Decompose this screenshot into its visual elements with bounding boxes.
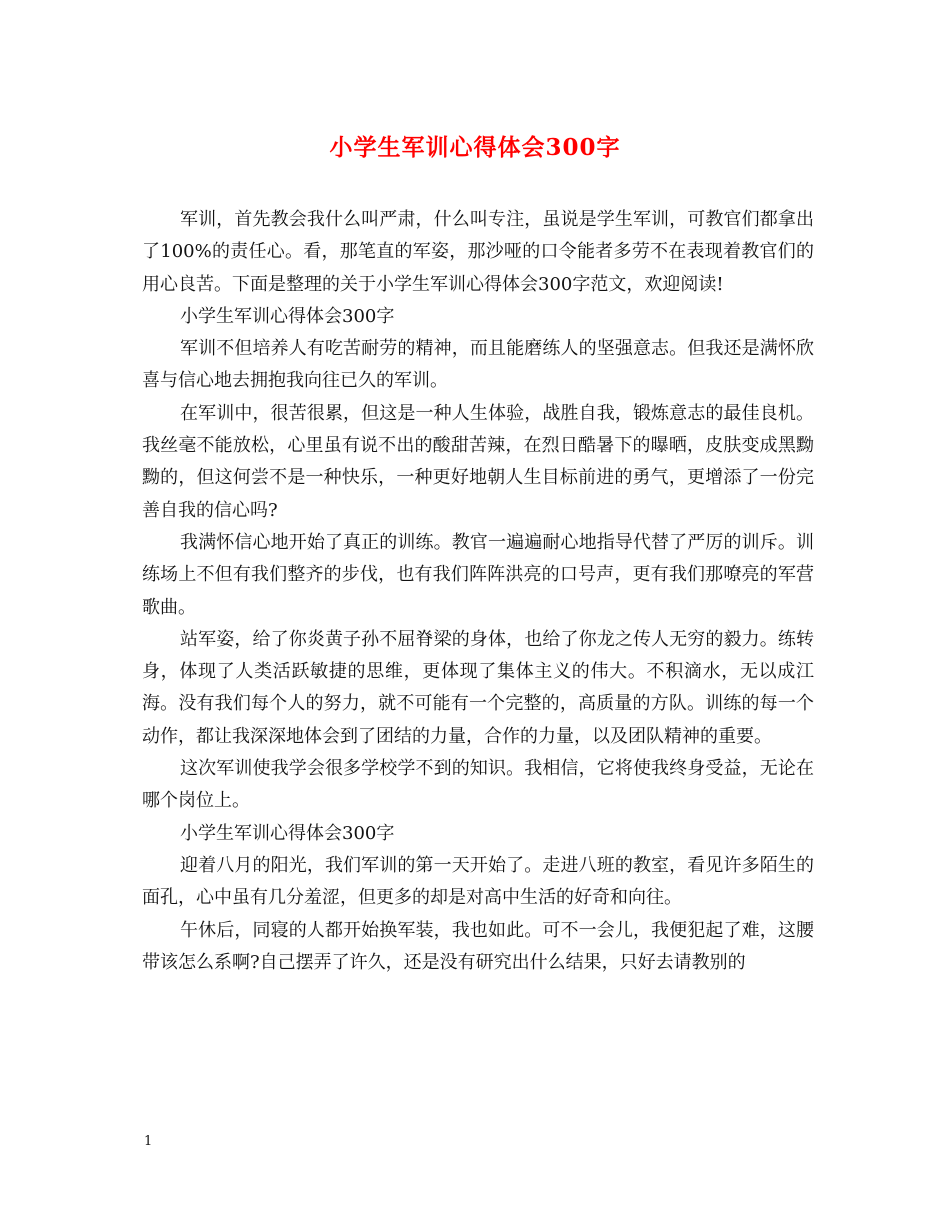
section-heading-1: 小学生军训心得体会300字 — [180, 305, 395, 327]
paragraph: 迎着八月的阳光，我们军训的第一天开始了。走进八班的教室，看见许多陌生的面孔，心中虽有几分羞涩，但更多的却是对高中生活的好奇和向往。 — [142, 854, 814, 909]
paragraph-intro: 军训，首先教会我什么叫严肃，什么叫专注，虽说是学生军训，可教官们都拿出了100%的责任心。看，那笔直的军姿，那沙哑的口令能者多劳不在表现着教官们的用心良苦。下面是整理的关于小学生军训心得体会300字范文，欢迎阅读! — [142, 209, 814, 295]
paragraph: 军训不但培养人有吃苦耐劳的精神，而且能磨练人的坚强意志。但我还是满怀欣喜与信心地去拥抱我向往已久的军训。 — [142, 338, 814, 392]
paragraph: 午休后，同寝的人都开始换军装，我也如此。可不一会儿，我便犯起了难，这腰带该怎么系啊?自己摆弄了许久，还是没有研究出什么结果，只好去请教别的 — [142, 919, 814, 973]
document-title: 小学生军训心得体会300字 — [329, 134, 621, 161]
paragraph: 在军训中，很苦很累，但这是一种人生体验，战胜自我，锻炼意志的最佳良机。我丝毫不能放松，心里虽有说不出的酸甜苦辣，在烈日酷暑下的曝晒，皮肤变成黑黝黝的，但这何尝不是一种快乐，一种更好地朝人生目标前进的勇气，更增添了一份完善自我的信心吗? — [142, 402, 814, 521]
page-number: 1 — [144, 1134, 153, 1149]
paragraph: 我满怀信心地开始了真正的训练。教官一遍遍耐心地指导代替了严厉的训斥。训练场上不但有我们整齐的步伐，也有我们阵阵洪亮的口号声，更有我们那嘹亮的军营歌曲。 — [142, 531, 814, 618]
paragraph: 这次军训使我学会很多学校学不到的知识。我相信，它将使我终身受益，无论在哪个岗位上。 — [142, 758, 814, 812]
section-heading-2: 小学生军训心得体会300字 — [180, 822, 395, 844]
document-body — [142, 204, 814, 979]
paragraph: 站军姿，给了你炎黄子孙不屈脊梁的身体，也给了你龙之传人无穷的毅力。练转身，体现了人类活跃敏捷的思维，更体现了集体主义的伟大。不积滴水，无以成江海。没有我们每个人的努力，就不可能有一个完整的，高质量的方队。训练的每一个动作，都让我深深地体会到了团结的力量，合作的力量，以及团队精神的重要。 — [142, 628, 814, 747]
